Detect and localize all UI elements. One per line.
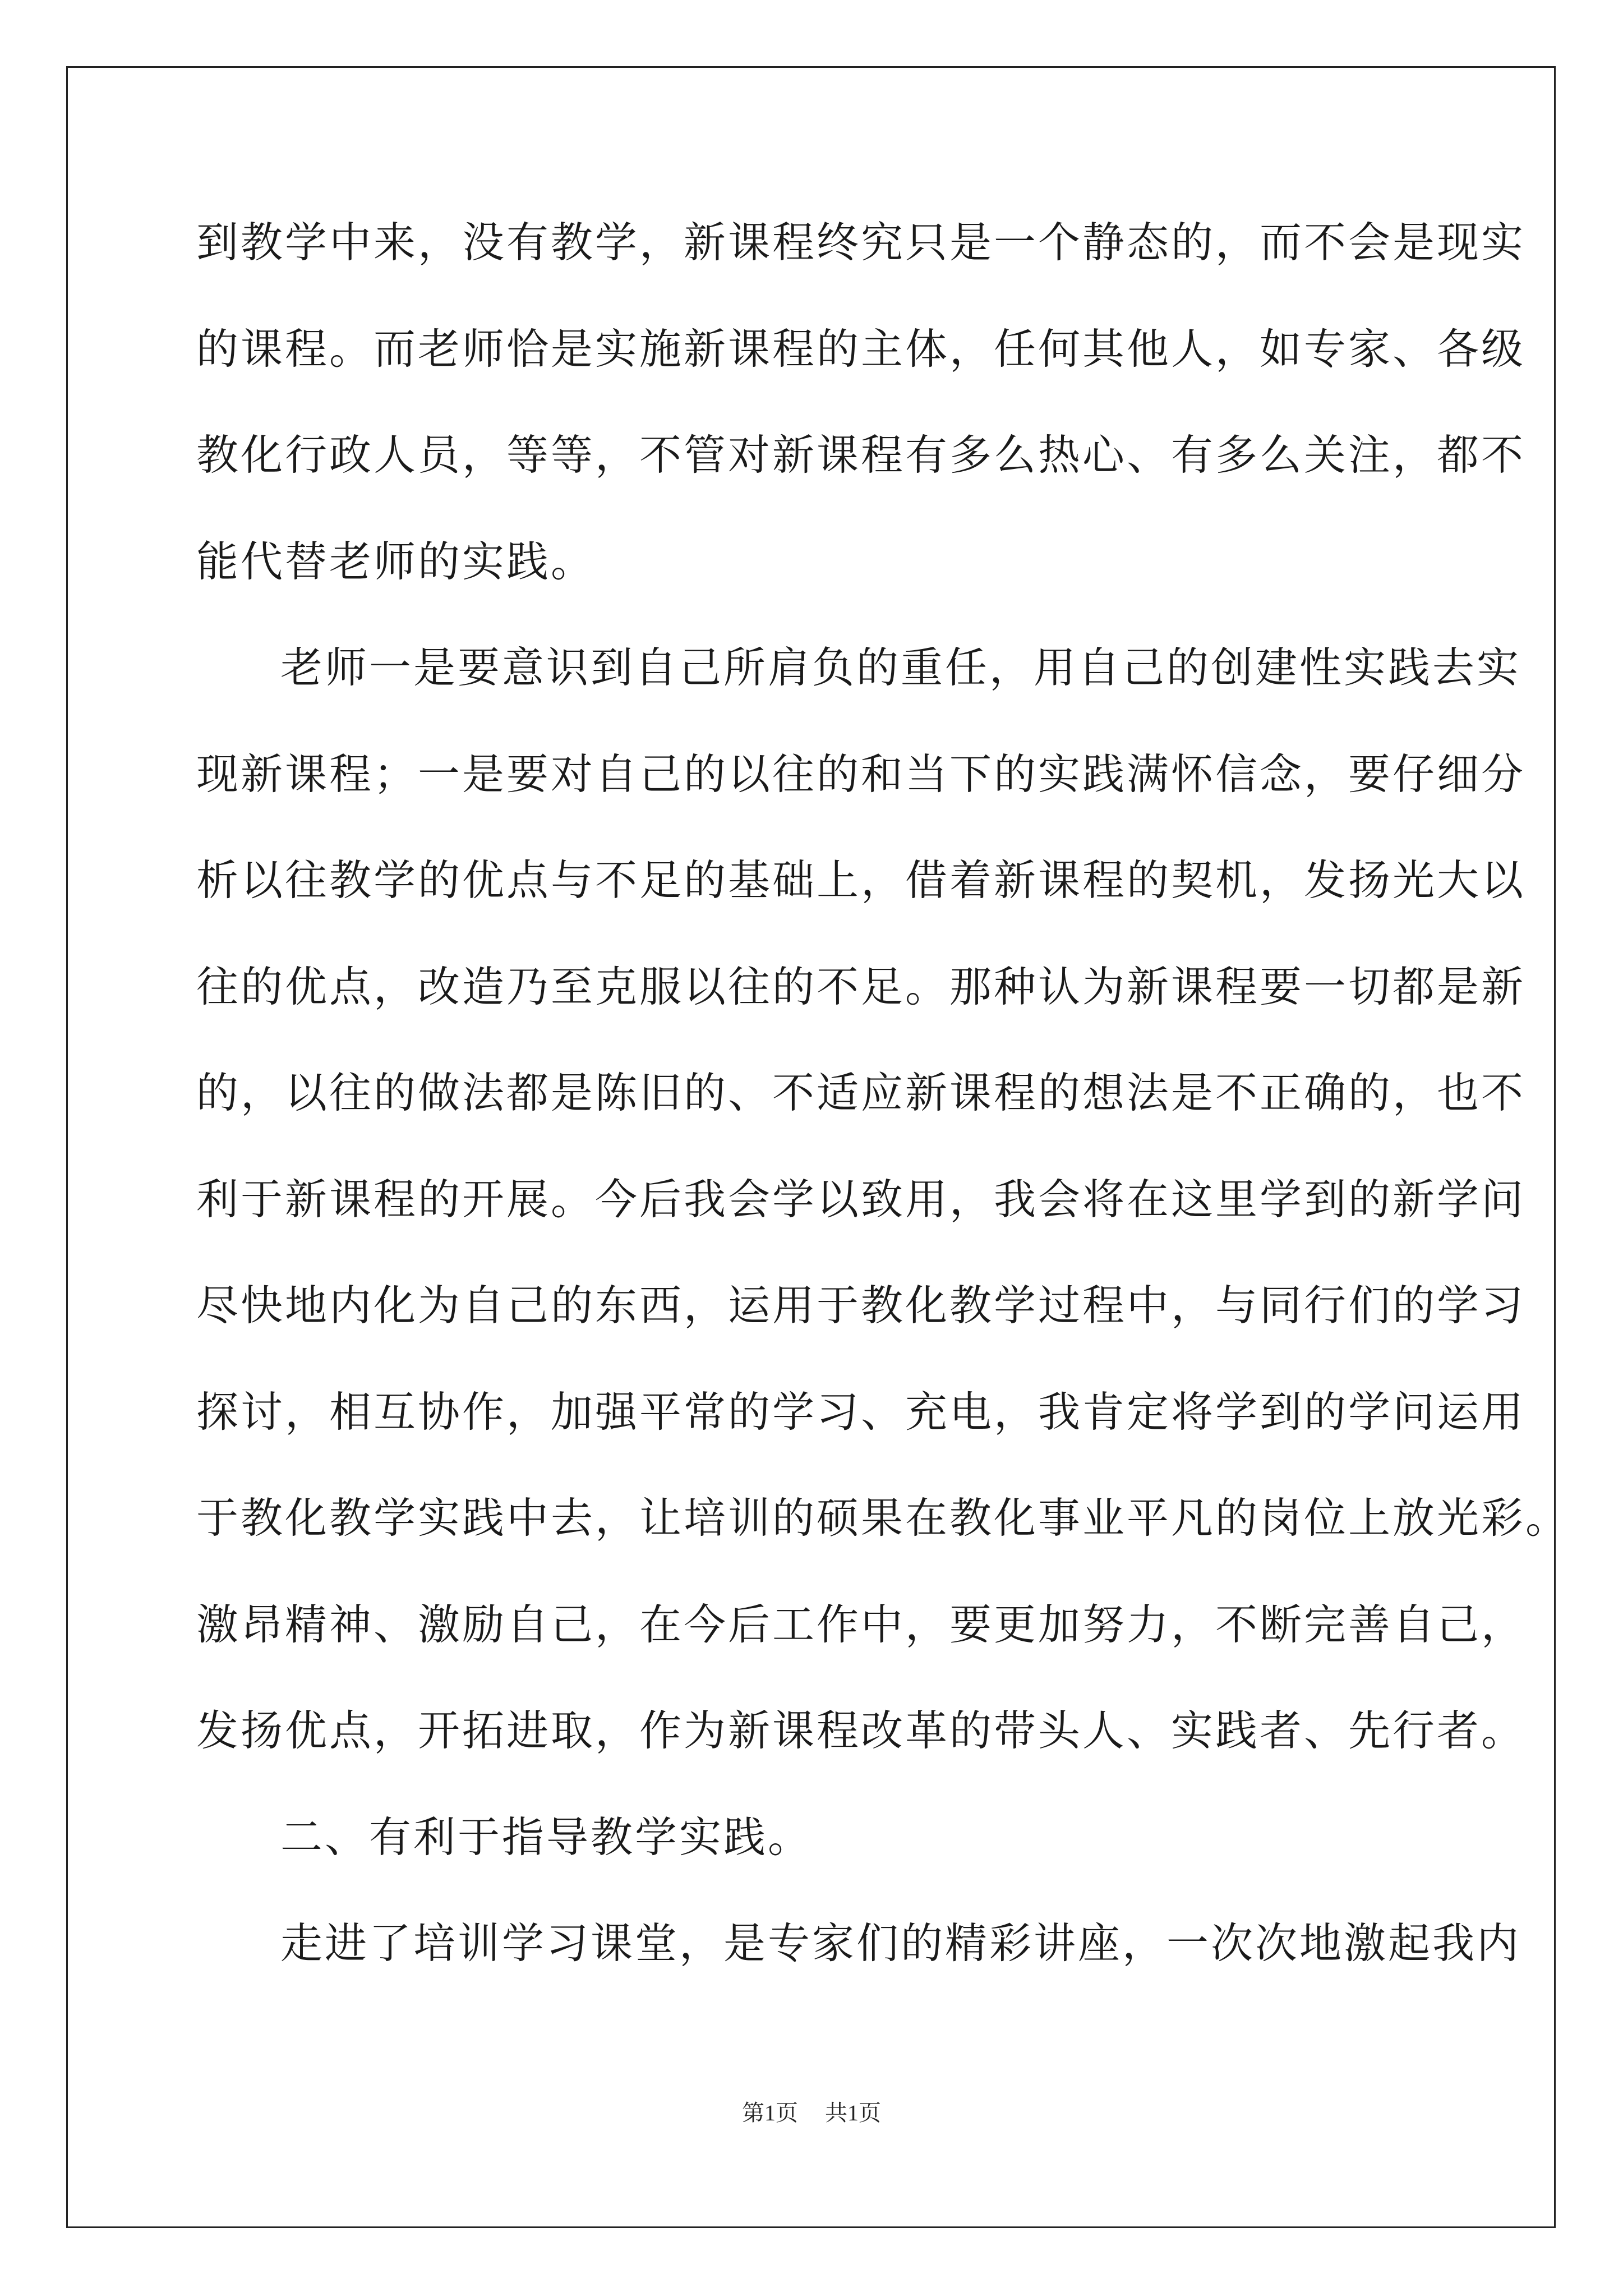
text-line: 走进了培训学习课堂，是专家们的精彩讲座，一次次地激起我内 [280, 1918, 1521, 1968]
text-line: 能代替老师的实践。 [196, 536, 596, 586]
text-line: 激昂精神、激励自己，在今后工作中，要更加努力，不断完善自己， [196, 1599, 1526, 1649]
text-line: 往的优点，改造乃至克服以往的不足。那种认为新课程要一切都是新 [196, 961, 1526, 1011]
text-line: 尽快地内化为自己的东西，运用于教化教学过程中，与同行们的学习 [196, 1281, 1526, 1330]
page-number: 第1页 [742, 2100, 798, 2125]
text-line: 探讨，相互协作，加强平常的学习、充电，我肯定将学到的学问运用 [196, 1387, 1526, 1437]
text-line: 到教学中来，没有教学，新课程终究只是一个静态的，而不会是现实 [196, 218, 1526, 267]
text-line: 析以往教学的优点与不足的基础上，借着新课程的契机，发扬光大以 [196, 855, 1526, 905]
text-line: 的课程。而老师恰是实施新课程的主体，任何其他人，如专家、各级 [196, 324, 1526, 374]
text-line: 教化行政人员，等等，不管对新课程有多么热心、有多么关注，都不 [196, 430, 1526, 480]
text-line: 于教化教学实践中去，让培训的硕果在教化事业平凡的岗位上放光彩。 [196, 1493, 1570, 1543]
page-footer [0, 2095, 1623, 2127]
text-line: 利于新课程的开展。今后我会学以致用，我会将在这里学到的新学问 [196, 1174, 1526, 1224]
document-body [196, 216, 1570, 2023]
text-line: 的，以往的做法都是陈旧的、不适应新课程的想法是不正确的，也不 [196, 1068, 1526, 1117]
page-total: 共1页 [825, 2100, 881, 2125]
text-line: 老师一是要意识到自己所肩负的重任，用自己的创建性实践去实 [280, 643, 1521, 692]
text-line: 发扬优点，开拓进取，作为新课程改革的带头人、实践者、先行者。 [196, 1706, 1526, 1755]
text-line: 现新课程；一是要对自己的以往的和当下的实践满怀信念，要仔细分 [196, 749, 1526, 799]
section-heading: 二、有利于指导教学实践。 [280, 1812, 813, 1862]
